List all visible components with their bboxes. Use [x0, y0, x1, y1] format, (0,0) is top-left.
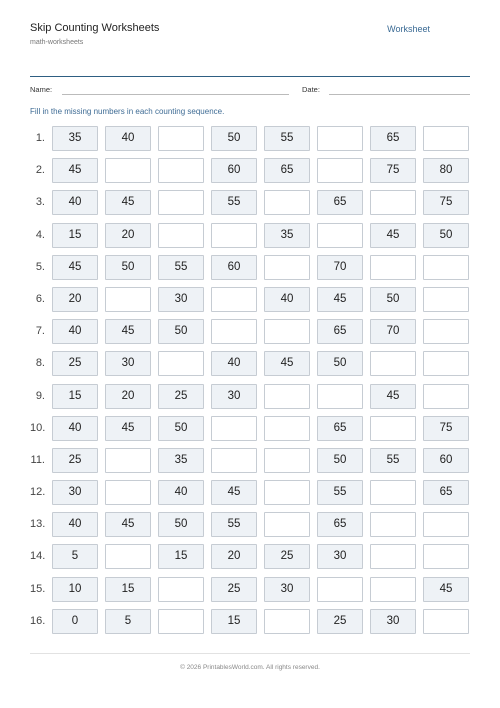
answer-box[interactable] — [317, 223, 363, 248]
given-number: 45 — [423, 577, 469, 602]
sequence-row — [30, 576, 470, 608]
given-number: 45 — [105, 416, 151, 441]
given-number: 25 — [317, 609, 363, 634]
given-number: 30 — [211, 384, 257, 409]
answer-box[interactable] — [370, 480, 416, 505]
given-number: 65 — [317, 416, 363, 441]
answer-box[interactable] — [370, 512, 416, 537]
sequence-row — [30, 447, 470, 479]
sequence-row — [30, 511, 470, 543]
answer-box[interactable] — [105, 544, 151, 569]
answer-box[interactable] — [158, 126, 204, 151]
given-number: 25 — [211, 577, 257, 602]
answer-box[interactable] — [264, 480, 310, 505]
answer-box[interactable] — [211, 448, 257, 473]
given-number: 45 — [105, 190, 151, 215]
answer-box[interactable] — [423, 126, 469, 151]
row-number: 7. — [35, 325, 45, 338]
given-number: 55 — [370, 448, 416, 473]
given-number: 5 — [105, 609, 151, 634]
answer-box[interactable] — [158, 190, 204, 215]
given-number: 45 — [105, 512, 151, 537]
given-number: 60 — [211, 158, 257, 183]
given-number: 60 — [423, 448, 469, 473]
given-number: 30 — [317, 544, 363, 569]
answer-box[interactable] — [158, 577, 204, 602]
sequence-row — [30, 125, 470, 157]
answer-box[interactable] — [211, 287, 257, 312]
sequence-row — [30, 383, 470, 415]
answer-box[interactable] — [264, 319, 310, 344]
given-number: 60 — [211, 255, 257, 280]
sequence-rows — [30, 125, 470, 640]
answer-box[interactable] — [317, 384, 363, 409]
given-number: 5 — [52, 544, 98, 569]
given-number: 15 — [52, 223, 98, 248]
answer-box[interactable] — [105, 480, 151, 505]
sequence-row — [30, 608, 470, 640]
worksheet-tag: Worksheet — [387, 24, 430, 34]
given-number: 30 — [370, 609, 416, 634]
row-number: 2. — [35, 164, 45, 177]
sequence-row — [30, 254, 470, 286]
given-number: 35 — [52, 126, 98, 151]
given-number: 30 — [52, 480, 98, 505]
given-number: 75 — [370, 158, 416, 183]
answer-box[interactable] — [105, 287, 151, 312]
row-number: 1. — [35, 132, 45, 144]
given-number: 50 — [317, 448, 363, 473]
row-number: 6. — [35, 292, 45, 305]
given-number: 40 — [52, 190, 98, 215]
given-number: 40 — [211, 351, 257, 376]
given-number: 20 — [52, 287, 98, 312]
answer-box[interactable] — [370, 190, 416, 215]
given-number: 35 — [264, 223, 310, 248]
given-number: 50 — [158, 416, 204, 441]
given-number: 50 — [211, 126, 257, 151]
given-number: 10 — [52, 577, 98, 602]
answer-box[interactable] — [423, 512, 469, 537]
given-number: 40 — [52, 512, 98, 537]
given-number: 40 — [52, 416, 98, 441]
header-divider — [30, 76, 470, 77]
footer-copyright: © 2026 PrintablesWorld.com. All rights reserved. — [180, 664, 320, 671]
given-number: 40 — [105, 126, 151, 151]
sequence-row — [30, 157, 470, 189]
given-number: 15 — [158, 544, 204, 569]
answer-box[interactable] — [264, 609, 310, 634]
name-line — [62, 94, 289, 95]
given-number: 25 — [52, 448, 98, 473]
given-number: 50 — [423, 223, 469, 248]
given-number: 0 — [52, 609, 98, 634]
given-number: 30 — [158, 287, 204, 312]
answer-box[interactable] — [264, 448, 310, 473]
answer-box[interactable] — [423, 255, 469, 280]
given-number: 55 — [211, 512, 257, 537]
sequence-row — [30, 415, 470, 447]
answer-box[interactable] — [317, 126, 363, 151]
row-number: 9. — [35, 389, 45, 402]
given-number: 70 — [370, 319, 416, 344]
name-label: Name: — [30, 85, 53, 94]
date-line — [329, 94, 470, 95]
sequence-row — [30, 479, 470, 511]
row-number: 15. — [30, 582, 46, 595]
answer-box[interactable] — [423, 287, 469, 312]
given-number: 20 — [105, 223, 151, 248]
row-number: 11. — [30, 453, 45, 466]
answer-box[interactable] — [423, 544, 469, 569]
given-number: 45 — [317, 287, 363, 312]
given-number: 65 — [317, 190, 363, 215]
given-number: 50 — [317, 351, 363, 376]
given-number: 35 — [158, 448, 204, 473]
answer-box[interactable] — [317, 577, 363, 602]
answer-box[interactable] — [158, 158, 204, 183]
given-number: 65 — [423, 480, 469, 505]
page-subtitle: math-worksheets — [30, 39, 84, 46]
given-number: 15 — [105, 577, 151, 602]
sequence-row — [30, 350, 470, 382]
given-number: 45 — [211, 480, 257, 505]
given-number: 45 — [105, 319, 151, 344]
given-number: 65 — [317, 512, 363, 537]
given-number: 80 — [423, 158, 469, 183]
given-number: 55 — [264, 126, 310, 151]
sequence-row — [30, 222, 470, 254]
answer-box[interactable] — [158, 223, 204, 248]
given-number: 65 — [264, 158, 310, 183]
answer-box[interactable] — [211, 416, 257, 441]
row-number: 13. — [30, 518, 46, 531]
given-number: 15 — [52, 384, 98, 409]
row-number: 3. — [35, 196, 45, 209]
given-number: 15 — [211, 609, 257, 634]
given-number: 55 — [158, 255, 204, 280]
answer-box[interactable] — [370, 577, 416, 602]
answer-box[interactable] — [370, 544, 416, 569]
given-number: 45 — [52, 255, 98, 280]
answer-box[interactable] — [264, 512, 310, 537]
given-number: 75 — [423, 416, 469, 441]
given-number: 50 — [105, 255, 151, 280]
student-fields — [30, 85, 470, 97]
given-number: 70 — [317, 255, 363, 280]
given-number: 50 — [370, 287, 416, 312]
given-number: 40 — [52, 319, 98, 344]
answer-box[interactable] — [370, 416, 416, 441]
given-number: 40 — [264, 287, 310, 312]
given-number: 30 — [264, 577, 310, 602]
given-number: 25 — [158, 384, 204, 409]
given-number: 40 — [158, 480, 204, 505]
given-number: 65 — [370, 126, 416, 151]
given-number: 55 — [211, 190, 257, 215]
sequence-row — [30, 286, 470, 318]
answer-box[interactable] — [264, 416, 310, 441]
given-number: 45 — [264, 351, 310, 376]
given-number: 20 — [105, 384, 151, 409]
answer-box[interactable] — [423, 351, 469, 376]
answer-box[interactable] — [158, 351, 204, 376]
date-label: Date: — [302, 85, 320, 94]
answer-box[interactable] — [370, 351, 416, 376]
sequence-row — [30, 543, 470, 575]
row-number: 12. — [30, 486, 46, 499]
sequence-row — [30, 318, 470, 350]
answer-box[interactable] — [158, 609, 204, 634]
row-number: 8. — [35, 357, 45, 370]
given-number: 30 — [105, 351, 151, 376]
answer-box[interactable] — [264, 384, 310, 409]
answer-box[interactable] — [211, 319, 257, 344]
given-number: 45 — [370, 384, 416, 409]
answer-box[interactable] — [105, 158, 151, 183]
answer-box[interactable] — [423, 384, 469, 409]
answer-box[interactable] — [317, 158, 363, 183]
sequence-row — [30, 189, 470, 221]
page-title: Skip Counting Worksheets — [30, 22, 160, 34]
given-number: 75 — [423, 190, 469, 215]
row-number: 5. — [35, 260, 45, 273]
answer-box[interactable] — [264, 190, 310, 215]
row-number: 14. — [30, 550, 46, 563]
answer-box[interactable] — [423, 319, 469, 344]
given-number: 25 — [264, 544, 310, 569]
row-number: 16. — [30, 614, 46, 627]
given-number: 50 — [158, 319, 204, 344]
answer-box[interactable] — [423, 609, 469, 634]
answer-box[interactable] — [105, 448, 151, 473]
given-number: 55 — [317, 480, 363, 505]
row-number: 10. — [30, 421, 46, 434]
given-number: 45 — [52, 158, 98, 183]
answer-box[interactable] — [211, 223, 257, 248]
footer-divider — [30, 653, 470, 654]
instructions: Fill in the missing numbers in each counting sequence. — [30, 107, 225, 116]
given-number: 25 — [52, 351, 98, 376]
given-number: 65 — [317, 319, 363, 344]
given-number: 50 — [158, 512, 204, 537]
given-number: 20 — [211, 544, 257, 569]
answer-box[interactable] — [370, 255, 416, 280]
given-number: 45 — [370, 223, 416, 248]
answer-box[interactable] — [264, 255, 310, 280]
row-number: 4. — [35, 228, 45, 241]
